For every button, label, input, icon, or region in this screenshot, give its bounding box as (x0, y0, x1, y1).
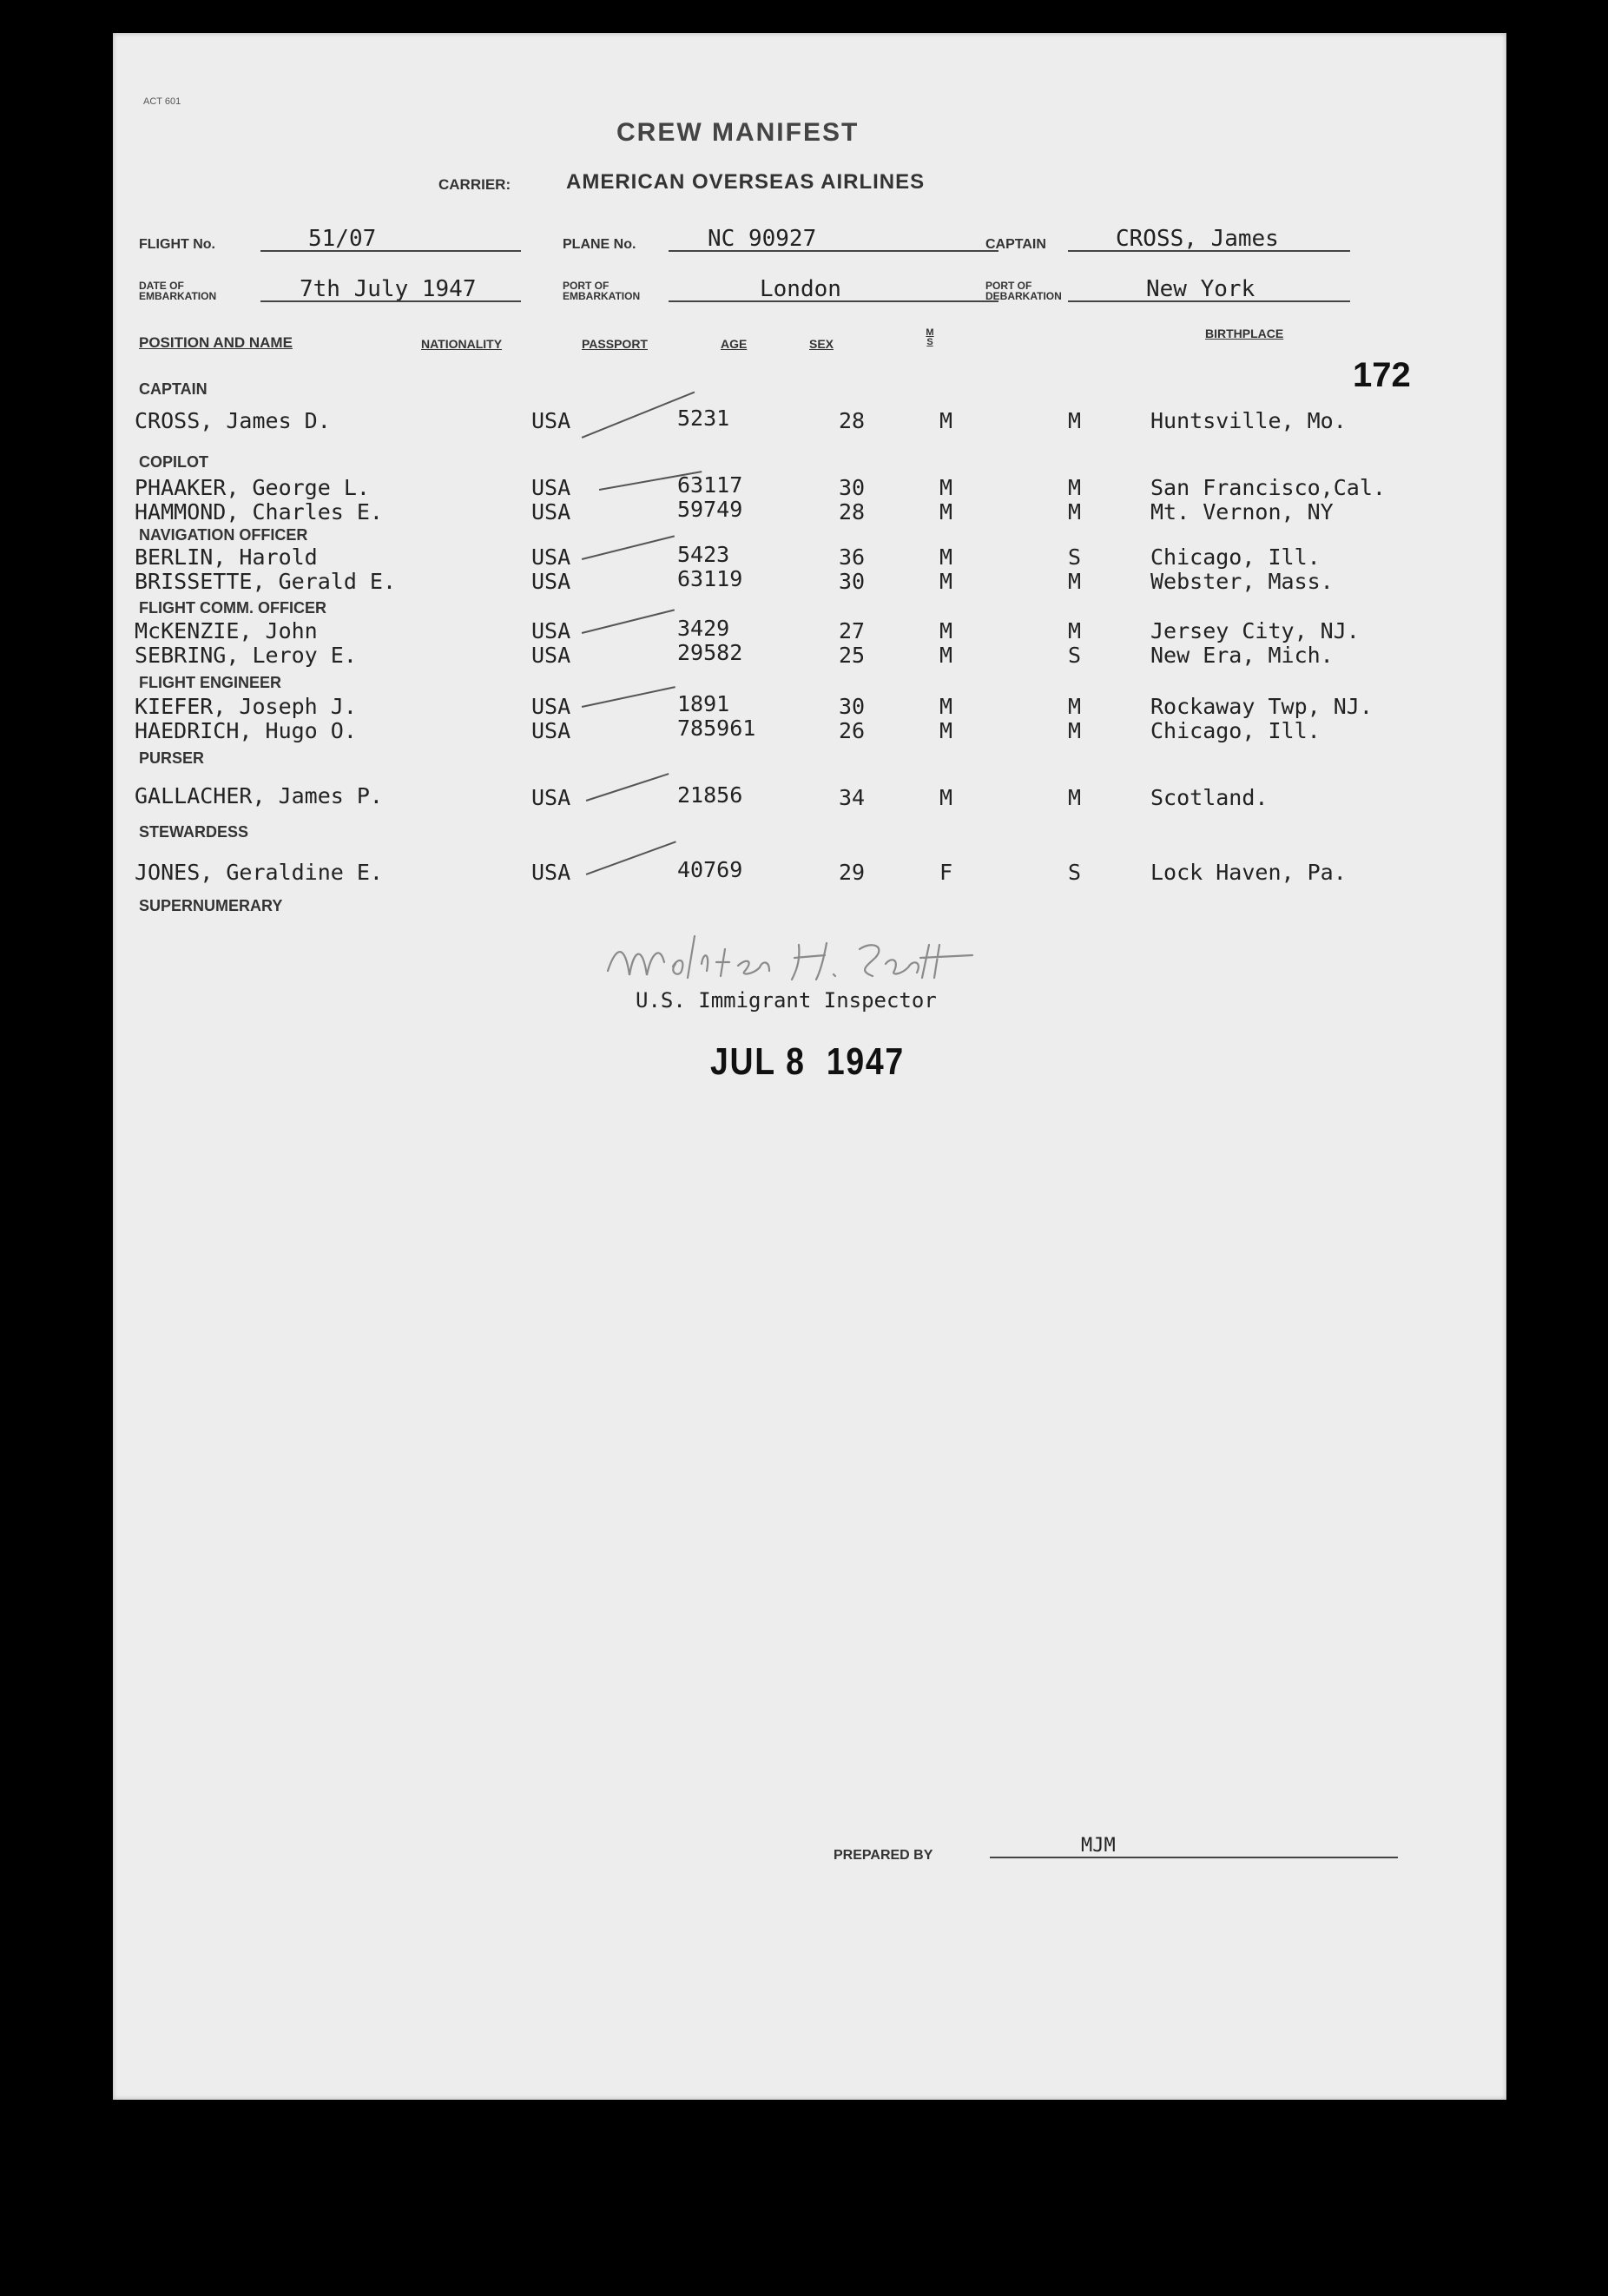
embark-port: London (760, 276, 841, 302)
crew-marital: S (1068, 544, 1082, 570)
crew-age: 25 (839, 643, 866, 668)
crew-marital: M (1068, 785, 1082, 810)
embark-date: 7th July 1947 (300, 276, 477, 302)
captain-name: CROSS, James (1116, 226, 1279, 252)
manifest-sheet (113, 33, 1506, 2100)
crew-marital: S (1068, 860, 1082, 885)
crew-passport: 63119 (677, 566, 743, 591)
crew-marital: M (1068, 694, 1082, 719)
prepared-by: MJM (1081, 1835, 1116, 1857)
crew-name: BRISSETTE, Gerald E. (135, 569, 397, 594)
stamp-day: JUL 8 (710, 1040, 806, 1083)
flight-label: FLIGHT No. (139, 237, 215, 252)
carrier-name: AMERICAN OVERSEAS AIRLINES (566, 170, 926, 194)
crew-passport: 3429 (677, 616, 730, 641)
crew-age: 36 (839, 544, 866, 570)
crew-marital: M (1068, 408, 1082, 433)
crew-sex: M (939, 499, 953, 525)
crew-nationality: USA (531, 408, 571, 433)
debark-port-underline (1068, 300, 1350, 302)
embark-date-label: DATE OF EMBARKATION (139, 280, 217, 302)
crew-age: 34 (839, 785, 866, 810)
crew-marital: M (1068, 618, 1082, 643)
crew-birthplace: Lock Haven, Pa. (1150, 860, 1347, 885)
flight-number: 51/07 (308, 226, 377, 252)
col-age: AGE (721, 337, 748, 351)
section-comm: FLIGHT COMM. OFFICER (139, 599, 326, 617)
carrier-label: CARRIER: (438, 176, 511, 193)
check-mark (582, 609, 675, 633)
date-stamp (710, 1040, 905, 1084)
crew-sex: M (939, 544, 953, 570)
sheet-number: 172 (1353, 356, 1411, 394)
section-stewardess: STEWARDESS (139, 823, 249, 841)
crew-nationality: USA (531, 544, 571, 570)
crew-passport: 59749 (677, 497, 743, 522)
section-captain: CAPTAIN (139, 380, 208, 398)
crew-name: SEBRING, Leroy E. (135, 643, 357, 668)
crew-sex: M (939, 718, 953, 743)
crew-nationality: USA (531, 718, 571, 743)
crew-age: 30 (839, 569, 866, 594)
crew-sex: M (939, 408, 953, 433)
crew-birthplace: Scotland. (1150, 785, 1269, 810)
col-sex: SEX (809, 337, 834, 351)
crew-birthplace: Huntsville, Mo. (1150, 408, 1347, 433)
crew-birthplace: Chicago, Ill. (1150, 544, 1321, 570)
crew-passport: 5231 (677, 406, 730, 431)
crew-nationality: USA (531, 618, 571, 643)
crew-name: CROSS, James D. (135, 408, 331, 433)
section-engineer: FLIGHT ENGINEER (139, 674, 282, 691)
crew-passport: 1891 (677, 691, 730, 716)
crew-name: BERLIN, Harold (135, 544, 318, 570)
check-mark (586, 841, 676, 874)
section-supernumerary: SUPERNUMERARY (139, 897, 283, 914)
section-copilot: COPILOT (139, 453, 208, 471)
crew-name: GALLACHER, James P. (135, 783, 383, 808)
crew-marital: M (1068, 718, 1082, 743)
embark-port-underline (669, 300, 998, 302)
crew-sex: F (939, 860, 953, 885)
crew-sex: M (939, 475, 953, 500)
col-position-name: POSITION AND NAME (139, 334, 293, 351)
crew-passport: 21856 (677, 782, 743, 808)
crew-age: 26 (839, 718, 866, 743)
crew-birthplace: San Francisco,Cal. (1150, 475, 1386, 500)
flight-underline (260, 250, 521, 252)
crew-sex: M (939, 785, 953, 810)
date-underline (260, 300, 521, 302)
crew-sex: M (939, 643, 953, 668)
crew-marital: M (1068, 569, 1082, 594)
crew-sex: M (939, 618, 953, 643)
crew-passport: 785961 (677, 716, 756, 741)
crew-name: HAEDRICH, Hugo O. (135, 718, 357, 743)
crew-sex: M (939, 694, 953, 719)
crew-marital: S (1068, 643, 1082, 668)
col-nationality: NATIONALITY (421, 337, 503, 351)
crew-passport: 5423 (677, 542, 730, 567)
crew-passport: 63117 (677, 472, 743, 498)
crew-name: PHAAKER, George L. (135, 475, 370, 500)
col-marital: M S (926, 327, 934, 347)
crew-nationality: USA (531, 569, 571, 594)
prepared-label: PREPARED BY (834, 1848, 933, 1863)
crew-name: KIEFER, Joseph J. (135, 694, 357, 719)
crew-birthplace: Jersey City, NJ. (1150, 618, 1360, 643)
crew-age: 29 (839, 860, 866, 885)
crew-nationality: USA (531, 499, 571, 525)
check-mark (582, 535, 675, 559)
document-title: CREW MANIFEST (616, 118, 860, 147)
crew-nationality: USA (531, 643, 571, 668)
section-purser: PURSER (139, 749, 205, 767)
captain-underline (1068, 250, 1350, 252)
plane-label: PLANE No. (563, 237, 636, 252)
debark-port-label: PORT OF DEBARKATION (985, 280, 1062, 302)
check-mark (582, 686, 675, 707)
col-passport: PASSPORT (582, 337, 648, 351)
crew-passport: 29582 (677, 640, 743, 665)
crew-nationality: USA (531, 694, 571, 719)
crew-name: HAMMOND, Charles E. (135, 499, 383, 525)
crew-birthplace: Rockaway Twp, NJ. (1150, 694, 1373, 719)
section-navigation: NAVIGATION OFFICER (139, 526, 308, 544)
crew-age: 27 (839, 618, 866, 643)
crew-age: 28 (839, 499, 866, 525)
crew-birthplace: New Era, Mich. (1150, 643, 1334, 668)
crew-birthplace: Mt. Vernon, NY (1150, 499, 1334, 525)
captain-label: CAPTAIN (985, 237, 1046, 252)
plane-underline (669, 250, 998, 252)
crew-nationality: USA (531, 785, 571, 810)
crew-nationality: USA (531, 475, 571, 500)
check-mark (586, 773, 669, 801)
form-number: ACT 601 (143, 96, 181, 107)
crew-name: McKENZIE, John (135, 618, 318, 643)
col-birthplace: BIRTHPLACE (1205, 327, 1284, 340)
debark-port: New York (1146, 276, 1255, 302)
stamp-year: 1947 (826, 1040, 905, 1083)
crew-sex: M (939, 569, 953, 594)
inspector-title: U.S. Immigrant Inspector (636, 988, 937, 1013)
crew-birthplace: Chicago, Ill. (1150, 718, 1321, 743)
plane-number: NC 90927 (708, 226, 817, 252)
prepared-underline (990, 1857, 1398, 1858)
crew-marital: M (1068, 475, 1082, 500)
crew-age: 28 (839, 408, 866, 433)
crew-passport: 40769 (677, 857, 743, 882)
crew-nationality: USA (531, 860, 571, 885)
crew-marital: M (1068, 499, 1082, 525)
crew-age: 30 (839, 694, 866, 719)
crew-age: 30 (839, 475, 866, 500)
crew-name: JONES, Geraldine E. (135, 860, 383, 885)
embark-port-label: PORT OF EMBARKATION (563, 280, 641, 302)
crew-birthplace: Webster, Mass. (1150, 569, 1334, 594)
